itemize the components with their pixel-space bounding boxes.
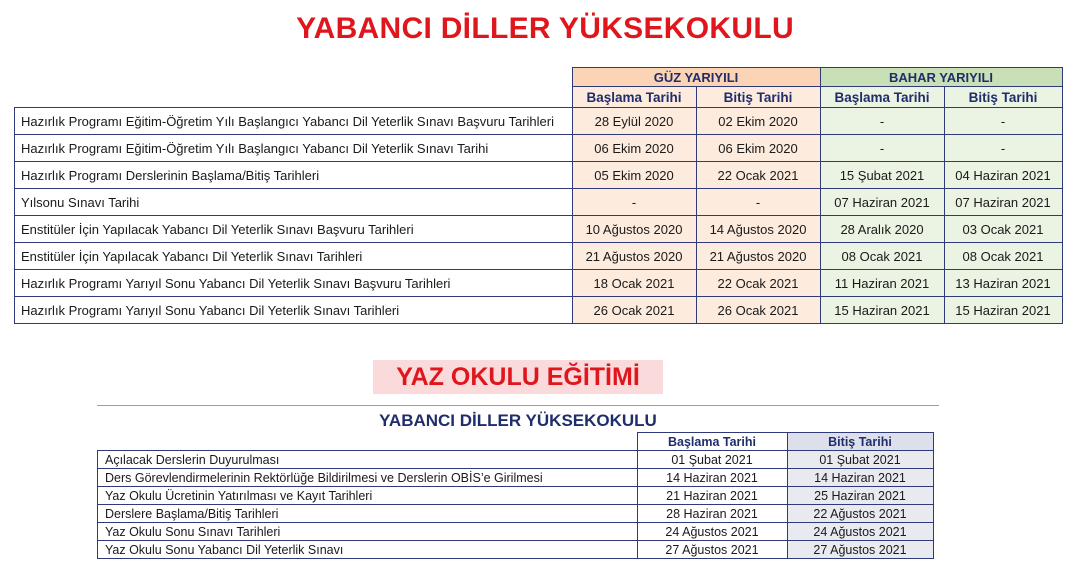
- bahar-semester-header: BAHAR YARIYILI: [820, 68, 1062, 87]
- bahar-start-cell: -: [820, 108, 944, 135]
- table-row: [15, 216, 1063, 243]
- guz-end-cell: 26 Ocak 2021: [696, 297, 820, 324]
- table-row: [15, 108, 1063, 135]
- summer-end-cell: 27 Ağustos 2021: [787, 541, 933, 559]
- bahar-start-cell: 15 Haziran 2021: [820, 297, 944, 324]
- guz-end-header: Bitiş Tarihi: [696, 87, 820, 108]
- divider: [97, 405, 939, 406]
- row-label: Hazırlık Programı Derslerinin Başlama/Bitiş Tarihleri: [15, 162, 573, 189]
- bahar-start-cell: 15 Şubat 2021: [820, 162, 944, 189]
- table-row: [98, 523, 934, 541]
- summer-end-cell: 01 Şubat 2021: [787, 451, 933, 469]
- bahar-end-cell: 07 Haziran 2021: [944, 189, 1062, 216]
- guz-semester-header: GÜZ YARIYILI: [572, 68, 820, 87]
- guz-end-cell: 22 Ocak 2021: [696, 162, 820, 189]
- bahar-end-header: Bitiş Tarihi: [944, 87, 1062, 108]
- row-label: Hazırlık Programı Eğitim-Öğretim Yılı Başlangıcı Yabancı Dil Yeterlik Sınavı Başvuru Tarihleri: [15, 108, 573, 135]
- guz-start-cell: 18 Ocak 2021: [572, 270, 696, 297]
- summer-start-cell: 24 Ağustos 2021: [637, 523, 787, 541]
- row-label: Yaz Okulu Sonu Yabancı Dil Yeterlik Sınavı: [98, 541, 638, 559]
- summer-end-cell: 24 Ağustos 2021: [787, 523, 933, 541]
- summer-start-cell: 27 Ağustos 2021: [637, 541, 787, 559]
- row-label: Yılsonu Sınavı Tarihi: [15, 189, 573, 216]
- summer-end-cell: 25 Haziran 2021: [787, 487, 933, 505]
- bahar-start-header: Başlama Tarihi: [820, 87, 944, 108]
- bahar-start-cell: 28 Aralık 2020: [820, 216, 944, 243]
- summer-end-header: Bitiş Tarihi: [787, 433, 933, 451]
- bahar-end-cell: 03 Ocak 2021: [944, 216, 1062, 243]
- guz-start-cell: 21 Ağustos 2020: [572, 243, 696, 270]
- row-label: Hazırlık Programı Eğitim-Öğretim Yılı Başlangıcı Yabancı Dil Yeterlik Sınavı Tarihi: [15, 135, 573, 162]
- row-label: Hazırlık Programı Yarıyıl Sonu Yabancı Dil Yeterlik Sınavı Başvuru Tarihleri: [15, 270, 573, 297]
- bahar-end-cell: 08 Ocak 2021: [944, 243, 1062, 270]
- bahar-end-cell: 04 Haziran 2021: [944, 162, 1062, 189]
- summer-end-cell: 22 Ağustos 2021: [787, 505, 933, 523]
- guz-start-header: Başlama Tarihi: [572, 87, 696, 108]
- guz-start-cell: -: [572, 189, 696, 216]
- bahar-end-cell: 15 Haziran 2021: [944, 297, 1062, 324]
- guz-start-cell: 10 Ağustos 2020: [572, 216, 696, 243]
- guz-start-cell: 06 Ekim 2020: [572, 135, 696, 162]
- bahar-end-cell: -: [944, 108, 1062, 135]
- row-label: Derslere Başlama/Bitiş Tarihleri: [98, 505, 638, 523]
- guz-end-cell: 22 Ocak 2021: [696, 270, 820, 297]
- table-row: [15, 135, 1063, 162]
- table-row: [15, 162, 1063, 189]
- summer-start-cell: 28 Haziran 2021: [637, 505, 787, 523]
- table-row: [98, 541, 934, 559]
- row-label: Enstitüler İçin Yapılacak Yabancı Dil Yeterlik Sınavı Tarihleri: [15, 243, 573, 270]
- guz-end-cell: -: [696, 189, 820, 216]
- bahar-start-cell: 08 Ocak 2021: [820, 243, 944, 270]
- table-row: [15, 270, 1063, 297]
- summer-institution-title: YABANCI DİLLER YÜKSEKOKULU: [379, 411, 657, 430]
- bahar-end-cell: 13 Haziran 2021: [944, 270, 1062, 297]
- row-label: Enstitüler İçin Yapılacak Yabancı Dil Yeterlik Sınavı Başvuru Tarihleri: [15, 216, 573, 243]
- row-label: Yaz Okulu Ücretinin Yatırılması ve Kayıt Tarihleri: [98, 487, 638, 505]
- bahar-start-cell: 11 Haziran 2021: [820, 270, 944, 297]
- summer-start-cell: 01 Şubat 2021: [637, 451, 787, 469]
- row-label: Hazırlık Programı Yarıyıl Sonu Yabancı Dil Yeterlik Sınavı Tarihleri: [15, 297, 573, 324]
- semester-calendar-table: [14, 67, 1063, 324]
- page-title: YABANCI DİLLER YÜKSEKOKULU: [296, 12, 794, 45]
- table-row: [98, 469, 934, 487]
- guz-end-cell: 06 Ekim 2020: [696, 135, 820, 162]
- guz-end-cell: 14 Ağustos 2020: [696, 216, 820, 243]
- table-row: [15, 297, 1063, 324]
- row-label: Açılacak Derslerin Duyurulması: [98, 451, 638, 469]
- summer-title: YAZ OKULU EĞİTİMİ: [396, 363, 640, 391]
- summer-end-cell: 14 Haziran 2021: [787, 469, 933, 487]
- summer-start-cell: 21 Haziran 2021: [637, 487, 787, 505]
- guz-end-cell: 02 Ekim 2020: [696, 108, 820, 135]
- guz-start-cell: 26 Ocak 2021: [572, 297, 696, 324]
- row-label: Yaz Okulu Sonu Sınavı Tarihleri: [98, 523, 638, 541]
- bahar-start-cell: 07 Haziran 2021: [820, 189, 944, 216]
- table-row: [15, 189, 1063, 216]
- guz-start-cell: 28 Eylül 2020: [572, 108, 696, 135]
- row-label: Ders Görevlendirmelerinin Rektörlüğe Bildirilmesi ve Derslerin OBİS’e Girilmesi: [98, 469, 638, 487]
- guz-start-cell: 05 Ekim 2020: [572, 162, 696, 189]
- summer-start-cell: 14 Haziran 2021: [637, 469, 787, 487]
- table-row: [98, 505, 934, 523]
- bahar-end-cell: -: [944, 135, 1062, 162]
- table-row: [98, 487, 934, 505]
- bahar-start-cell: -: [820, 135, 944, 162]
- summer-start-header: Başlama Tarihi: [637, 433, 787, 451]
- table-row: [15, 243, 1063, 270]
- table-row: [98, 451, 934, 469]
- summer-calendar-table: [97, 432, 934, 559]
- guz-end-cell: 21 Ağustos 2020: [696, 243, 820, 270]
